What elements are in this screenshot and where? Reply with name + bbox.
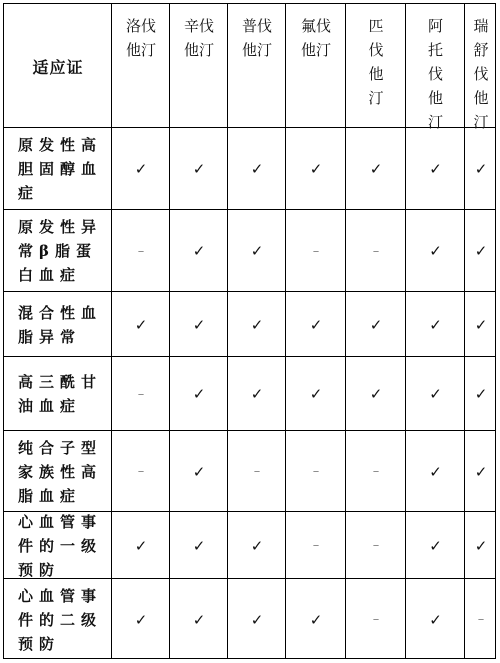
indication-cell bbox=[4, 512, 112, 579]
indication-cell bbox=[4, 210, 112, 292]
check-mark: ✓ bbox=[134, 160, 148, 178]
dash-mark: – bbox=[137, 464, 145, 479]
check-mark: ✓ bbox=[309, 610, 323, 629]
check-mark: ✓ bbox=[369, 160, 383, 178]
dash-mark: – bbox=[312, 243, 320, 259]
check-mark: ✓ bbox=[134, 610, 148, 629]
statin-indications-table bbox=[3, 3, 496, 659]
dash-mark: – bbox=[372, 538, 380, 553]
check-mark: ✓ bbox=[250, 385, 264, 403]
check-mark: ✓ bbox=[250, 610, 264, 629]
check-mark: ✓ bbox=[309, 385, 323, 403]
indication-cell bbox=[4, 579, 112, 660]
check-mark: ✓ bbox=[369, 385, 383, 403]
check-mark: ✓ bbox=[474, 160, 488, 178]
header-drug-text: 汀 bbox=[427, 113, 443, 131]
header-drug-text: 氟伐 bbox=[300, 17, 331, 35]
header-drug-2 bbox=[170, 4, 228, 128]
check-mark: ✓ bbox=[429, 160, 442, 178]
check-mark: ✓ bbox=[134, 315, 148, 334]
header-drug-text: 舒 bbox=[473, 41, 489, 59]
header-drug-text: 普伐 bbox=[241, 17, 272, 35]
dash-mark: – bbox=[253, 464, 261, 479]
check-mark: ✓ bbox=[429, 462, 442, 481]
header-drug-text: 伐 bbox=[368, 41, 384, 59]
check-mark: ✓ bbox=[429, 385, 442, 403]
header-drug-text: 辛伐 bbox=[183, 17, 214, 35]
check-mark: ✓ bbox=[474, 242, 488, 260]
dash-mark: – bbox=[312, 538, 320, 553]
header-drug-text: 他 bbox=[473, 89, 489, 107]
check-mark: ✓ bbox=[474, 462, 488, 481]
check-mark: ✓ bbox=[250, 315, 264, 334]
indication-cell bbox=[4, 292, 112, 357]
check-mark: ✓ bbox=[309, 315, 323, 334]
header-drug-5 bbox=[346, 4, 406, 128]
dash-mark: – bbox=[372, 612, 380, 627]
check-mark: ✓ bbox=[474, 385, 488, 403]
header-drug-1 bbox=[112, 4, 170, 128]
header-drug-7 bbox=[465, 4, 497, 131]
header-drug-text: 瑞 bbox=[473, 17, 489, 35]
check-mark: ✓ bbox=[192, 242, 206, 260]
check-mark: ✓ bbox=[429, 315, 442, 334]
indication-label: 高三酰甘油血症 bbox=[18, 373, 103, 415]
header-drug-text: 汀 bbox=[368, 89, 384, 107]
header-drug-text: 托 bbox=[427, 41, 443, 59]
check-mark: ✓ bbox=[429, 610, 442, 629]
check-mark: ✓ bbox=[309, 160, 323, 178]
header-drug-text: 汀 bbox=[473, 113, 489, 131]
indication-label: 原发性异常β脂蛋白血症 bbox=[18, 218, 103, 284]
dash-mark: – bbox=[312, 464, 320, 479]
indication-cell bbox=[4, 357, 112, 431]
header-indication: 适应证 bbox=[32, 57, 84, 77]
indication-label: 心血管事件的二级预防 bbox=[18, 586, 103, 653]
dash-mark: – bbox=[372, 243, 380, 259]
header-drug-text: 匹 bbox=[368, 17, 384, 35]
dash-mark: – bbox=[137, 386, 145, 402]
check-mark: ✓ bbox=[429, 242, 442, 260]
header-drug-text: 阿 bbox=[427, 17, 443, 35]
check-mark: ✓ bbox=[474, 536, 488, 555]
check-mark: ✓ bbox=[134, 536, 148, 555]
indication-label: 纯合子型家族性高脂血症 bbox=[18, 438, 103, 505]
header-drug-text: 他汀 bbox=[125, 41, 156, 59]
header-drug-text: 他 bbox=[368, 65, 384, 83]
check-mark: ✓ bbox=[429, 536, 442, 555]
header-drug-text: 伐 bbox=[473, 65, 489, 83]
indication-label: 心血管事件的一级预防 bbox=[18, 512, 103, 579]
indication-cell bbox=[4, 431, 112, 512]
check-mark: ✓ bbox=[369, 315, 383, 334]
check-mark: ✓ bbox=[192, 536, 206, 555]
header-drug-text: 伐 bbox=[427, 65, 443, 83]
check-mark: ✓ bbox=[250, 160, 264, 178]
header-drug-text: 洛伐 bbox=[125, 17, 156, 35]
dash-mark: – bbox=[477, 612, 485, 627]
check-mark: ✓ bbox=[474, 315, 488, 334]
check-mark: ✓ bbox=[192, 315, 206, 334]
check-mark: ✓ bbox=[250, 242, 264, 260]
indication-label: 混合性血脂异常 bbox=[18, 303, 103, 346]
check-mark: ✓ bbox=[192, 385, 206, 403]
header-drug-text: 他汀 bbox=[300, 41, 331, 59]
dash-mark: – bbox=[137, 243, 145, 259]
check-mark: ✓ bbox=[192, 610, 206, 629]
check-mark: ✓ bbox=[192, 160, 206, 178]
indication-cell bbox=[4, 128, 112, 210]
header-drug-text: 他 bbox=[427, 89, 443, 107]
header-drug-text: 他汀 bbox=[241, 41, 272, 59]
check-mark: ✓ bbox=[192, 462, 206, 481]
header-drug-3 bbox=[228, 4, 286, 128]
header-drug-text: 他汀 bbox=[183, 41, 214, 59]
dash-mark: – bbox=[372, 464, 380, 479]
indication-label: 原发性高胆固醇血症 bbox=[18, 136, 103, 202]
header-drug-6 bbox=[406, 4, 465, 131]
header-drug-4 bbox=[286, 4, 346, 128]
check-mark: ✓ bbox=[250, 536, 264, 555]
